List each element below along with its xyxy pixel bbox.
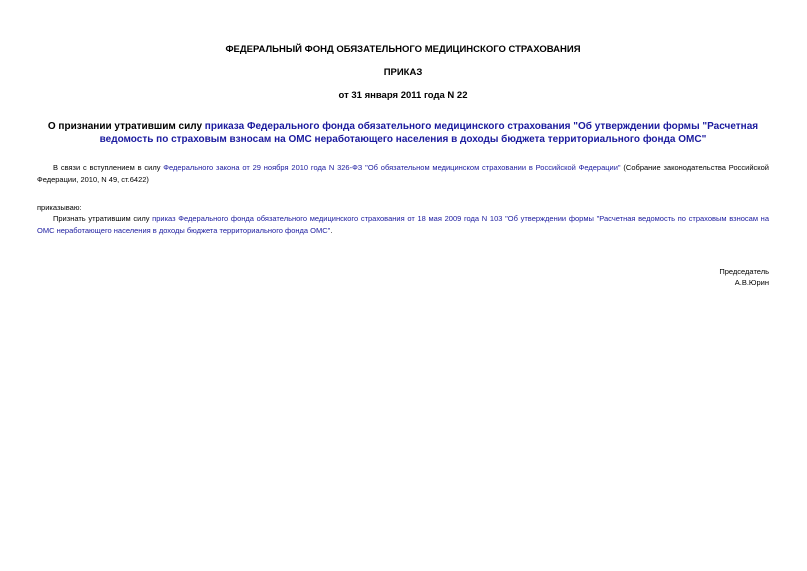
paragraph-decision: [37, 213, 769, 237]
signatory-position: Председатель: [719, 267, 769, 276]
document-title: [37, 120, 769, 146]
paragraph-basis-suffix: (Собрание законодательства Российской Федерации, 2010, N 49, ст.6422): [37, 163, 769, 184]
document-page: [37, 0, 769, 571]
paragraph-decision-suffix: .: [330, 226, 333, 235]
paragraph-basis-prefix: В связи с вступлением в силу: [53, 163, 164, 172]
title-prefix: О признании утратившим силу: [47, 121, 205, 132]
paragraph-basis: [37, 162, 769, 186]
document-date: от 31 января 2011 года N 22: [338, 90, 468, 101]
order-word: приказываю:: [37, 203, 82, 212]
title-link[interactable]: приказа Федерального фонда обязательного медицинского страхования "Об утверждении формы "Расчетная ведомость по страховым взносам на ОМС неработающего населения в доходы бюджета территориального фонда ОМС": [99, 121, 759, 145]
signatory-name: А.В.Юрин: [734, 278, 769, 287]
organization-name: ФЕДЕРАЛЬНЫЙ ФОНД ОБЯЗАТЕЛЬНОГО МЕДИЦИНСКОГО СТРАХОВАНИЯ: [225, 44, 581, 55]
revoked-order-link[interactable]: приказ Федерального фонда обязательного медицинского страхования от 18 мая 2009 года N 103 "Об утверждении формы "Расчетная ведомость по страховым взносам на ОМС неработающего населения в доходы бюджета территориального фонда ОМС": [37, 214, 769, 235]
paragraph-decision-prefix: Признать утратившим силу: [53, 214, 153, 223]
document-type: ПРИКАЗ: [383, 67, 423, 78]
federal-law-link[interactable]: Федерального закона от 29 ноября 2010 года N 326-ФЗ "Об обязательном медицинском страховании в Российской Федерации": [163, 163, 621, 172]
